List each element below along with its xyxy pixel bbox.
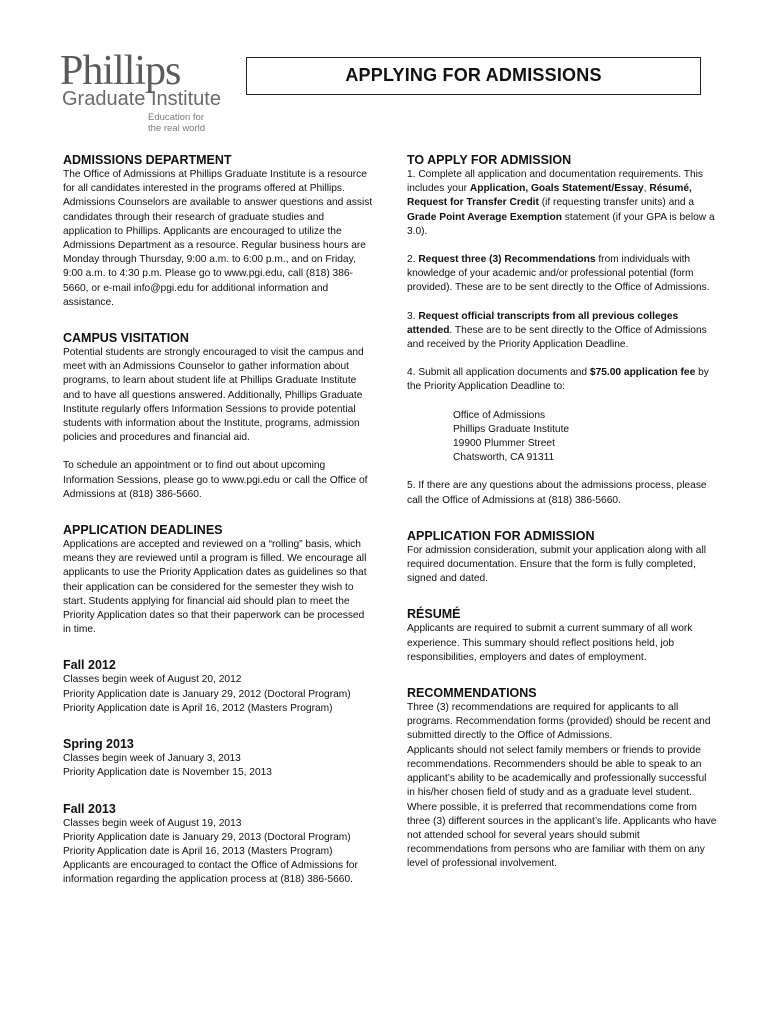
step-2: 2. Request three (3) Recommendations from individuals with knowledge of your academic and/or professional potential (form provided). These are to be sent directly to the Office of Admissions.: [407, 254, 710, 294]
term-heading: Fall 2013: [63, 801, 116, 816]
section-body: For admission consideration, submit your application along with all required documentation. Ensure that the form is fully completed, signed and dated.: [407, 544, 706, 585]
section-heading: APPLICATION FOR ADMISSION: [407, 528, 595, 543]
section-body: Where possible, it is preferred that recommendations come from three (3) different sources in the applicant’s life. Applicants who have not attended school for several years should submit recommendations from persons who are familiar with them on any level of professional involvement.: [407, 801, 717, 870]
contact-note: Applicants are encouraged to contact the Office of Admissions for information regarding the application process at (818) 386-5660.: [63, 860, 358, 886]
logo-tagline: Education for the real world: [148, 112, 206, 134]
section-heading: CAMPUS VISITATION: [63, 331, 189, 346]
application-for-admission-section: [407, 528, 717, 587]
address-line: Office of Admissions: [453, 409, 546, 421]
section-heading: RECOMMENDATIONS: [407, 686, 537, 701]
step-3: 3. Request official transcripts from all previous colleges attended. These are to be sent directly to the Office of Admissions and received by the Priority Application Deadline.: [407, 310, 707, 351]
to-apply-section: [407, 152, 717, 508]
institute-logo: [60, 50, 240, 135]
step-5: 5. If there are any questions about the admissions process, please call the Office of Admissions at (818) 386-5660.: [407, 480, 707, 506]
page-title: APPLYING FOR ADMISSIONS: [246, 57, 701, 95]
section-heading: TO APPLY FOR ADMISSION: [407, 153, 572, 167]
mailing-address: [407, 409, 717, 466]
right-column: [407, 152, 717, 872]
section-heading: RÉSUMÉ: [407, 607, 461, 622]
term-line: Classes begin week of August 19, 2013: [63, 817, 242, 829]
term-line: Priority Application date is April 16, 2012 (Masters Program): [63, 702, 333, 714]
address-line: Chatsworth, CA 91311: [453, 452, 555, 464]
term-heading: Fall 2012: [63, 658, 116, 673]
application-deadlines-section: [63, 522, 373, 637]
section-body: The Office of Admissions at Phillips Graduate Institute is a resource for all candidates interested in the programs offered at Phillips. Admissions Counselors are available to answer questions and assist candidates through their research of graduate studies and application to Phillips. Applicants are encouraged to utilize the Admissions Department as a resource. Regular business hours are Monday through Thursday, 9:00 a.m. to 6:00 p.m., and on Friday, 9:00 a.m. to 4:30 p.m. Please go to www.pgi.edu, call (818) 386-5660, or e-mail info@pgi.edu for additional information and assistance.: [63, 169, 373, 308]
logo-wordmark: Phillips: [60, 48, 181, 94]
logo-subtitle: Graduate Institute: [62, 88, 221, 110]
section-body: Three (3) recommendations are required for applicants to all programs. Recommendation forms (provided) should be recent and submitted directly to the Office of Admissions.: [407, 702, 711, 742]
term-line: Classes begin week of August 20, 2012: [63, 674, 242, 686]
section-heading: APPLICATION DEADLINES: [63, 523, 223, 538]
step-4: 4. Submit all application documents and $75.00 application fee by the Priority Application Deadline to:: [407, 367, 709, 393]
term-line: Priority Application date is November 15, 2013: [63, 767, 272, 779]
resume-section: [407, 606, 717, 665]
admissions-department-section: [63, 152, 373, 310]
term-line: Priority Application date is January 29, 2012 (Doctoral Program): [63, 688, 351, 700]
term-heading: Spring 2013: [63, 737, 134, 752]
fall-2013-section: [63, 801, 373, 888]
fall-2012-section: [63, 657, 373, 716]
section-body: To schedule an appointment or to find out about upcoming Information Sessions, please go to www.pgi.edu or call the Office of Admissions at (818) 386-5660.: [63, 460, 368, 500]
address-line: Phillips Graduate Institute: [453, 423, 570, 435]
term-line: Priority Application date is January 29, 2013 (Doctoral Program): [63, 831, 351, 843]
term-line: Priority Application date is April 16, 2013 (Masters Program): [63, 845, 333, 857]
section-body: Applications are accepted and reviewed on a “rolling” basis, which means they are reviewed until a program is filled. We encourage all applicants to use the Priority Application dates as guidelines so that their application can be considered for the semester they wish to start. Students applying for financial aid should plan to meet the Priority Application dates so that their paperwork can be processed in time.: [63, 539, 367, 636]
campus-visitation-section: [63, 330, 373, 502]
section-body: Applicants are required to submit a current summary of all work experience. This summary should reflect positions held, job responsibilities, employers and dates of employment.: [407, 623, 693, 663]
section-body: Potential students are strongly encouraged to visit the campus and meet with an Admissions Counselor to gather information about programs, to learn about student life at Phillips Graduate Institute and to have all questions answered. Additionally, Phillips Graduate Institute regularly offers Information Sessions to provide potential students with information about the Institute, programs, admission policies and procedures and financial aid.: [63, 347, 364, 444]
section-body: Applicants should not select family members or friends to provide recommendations. Recommenders should be able to speak to an applicant’s ability to be academically and professionally successful in his/her chosen field of study and as a graduate level student.: [407, 744, 707, 799]
spring-2013-section: [63, 736, 373, 780]
recommendations-section: [407, 685, 717, 871]
section-heading: ADMISSIONS DEPARTMENT: [63, 153, 232, 167]
address-line: 19900 Plummer Street: [453, 438, 555, 450]
step-1: 1. Complete all application and documentation requirements. This includes your Application, Goals Statement/Essay, Résumé, Request for Transfer Credit (if requesting transfer units) and a Grade Point Average Exemption statement (if your GPA is below a 3.0).: [407, 169, 715, 237]
term-line: Classes begin week of January 3, 2013: [63, 753, 241, 765]
left-column: [63, 152, 373, 888]
